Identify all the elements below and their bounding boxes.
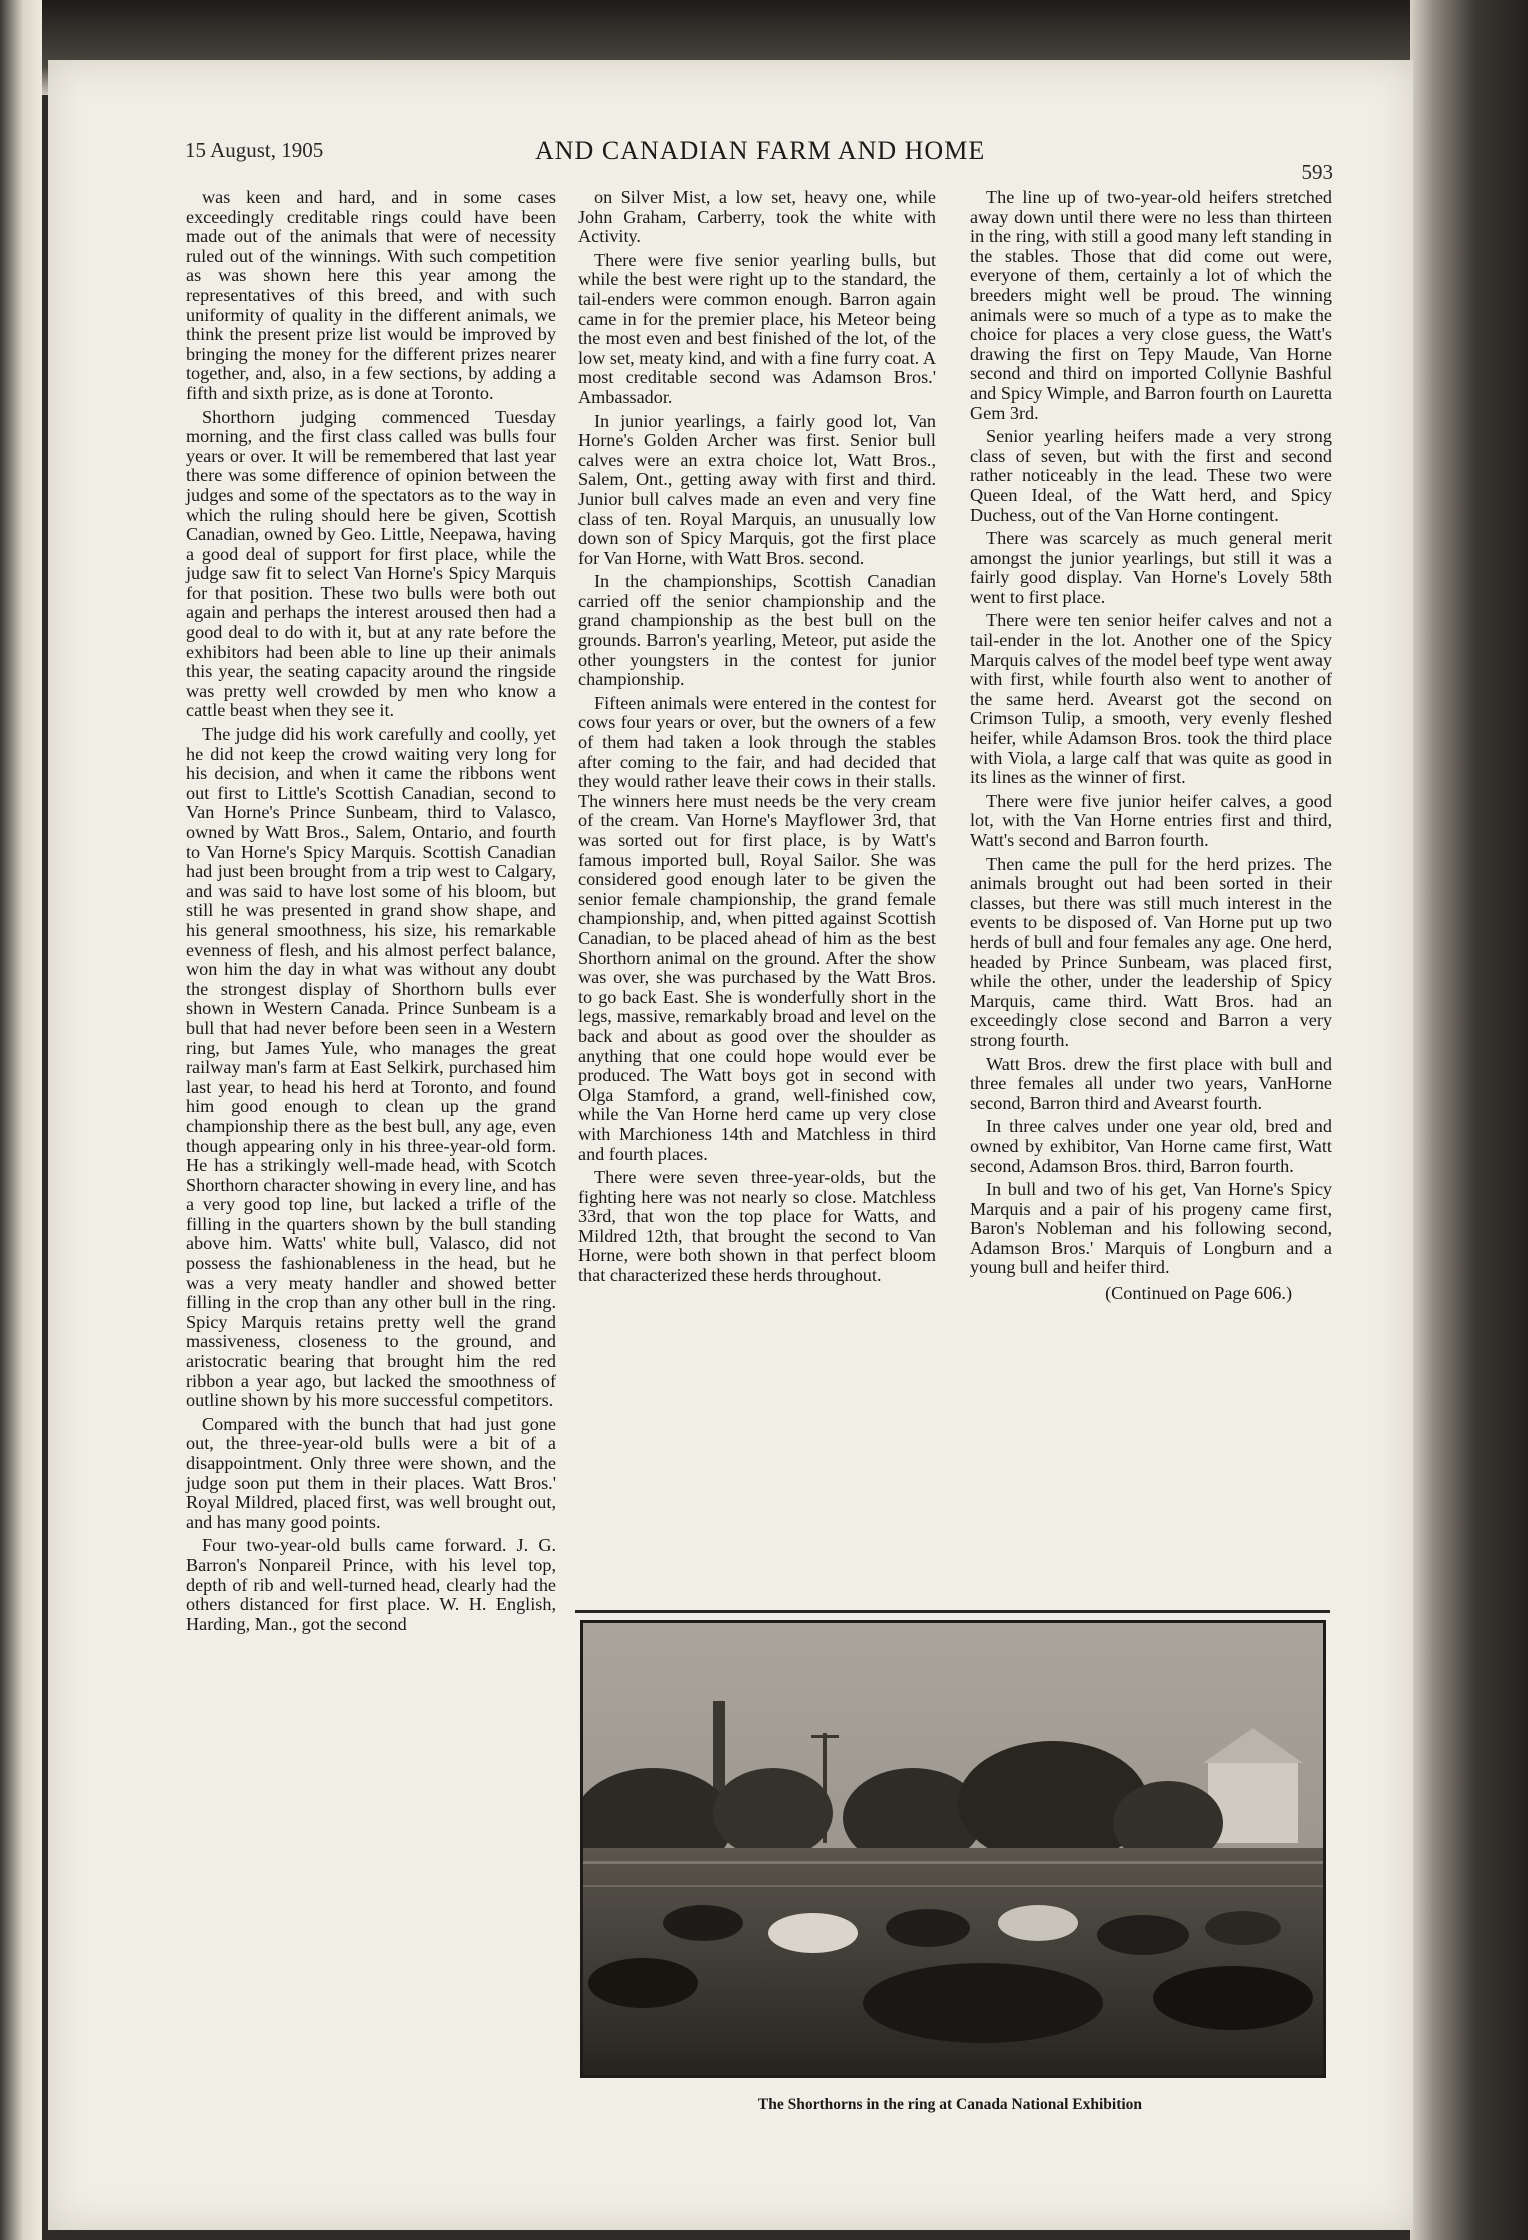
book-spine	[1410, 0, 1528, 2240]
paragraph: Senior yearling heifers made a very strong class of seven, but with the first and second rather noticeably in the lead. These two were Queen Ideal, of the Watt herd, and Spicy Duchess, out of the Van Horne contingent.	[970, 426, 1332, 525]
page-number: 593	[1301, 160, 1333, 184]
paragraph: In the championships, Scottish Canadian carried off the senior championship and the grand championship as the best bull on the grounds. Barron's yearling, Meteor, put aside the other youngsters in the contest for junior championship.	[578, 571, 936, 690]
paragraph: There were ten senior heifer calves and not a tail-ender in the lot. Another one of the Spicy Marquis calves of the model beef type went away with first, while fourth also went to another of the same herd. Avearst got the second on Crimson Tulip, a smooth, very evenly fleshed heifer, while Adamson Bros. took the third place with Viola, a large calf that was quite as good in its lines as the winner of first.	[970, 610, 1332, 788]
article-column-1	[186, 188, 556, 2098]
paragraph: There was scarcely as much general merit amongst the junior yearlings, but still it was a fairly good display. Van Horne's Lovely 58th went to first place.	[970, 528, 1332, 607]
paragraph: There were five senior yearling bulls, but while the best were right up to the standard, the tail-enders were common enough. Barron again came in for the premier place, his Meteor being the most even and best finished of the lot, of the low set, meaty kind, and with a fine furry coat. A most creditable second was Adamson Bros.' Ambassador.	[578, 249, 936, 407]
photo-caption: The Shorthorns in the ring at Canada National Exhibition	[757, 2096, 1143, 2113]
article-column-2	[578, 188, 936, 1438]
paragraph: Four two-year-old bulls came forward. J. G. Barron's Nonpareil Prince, with his level top, depth of rib and well-turned head, clearly had the others distanced for first place. W. H. English, Harding, Man., got the second	[186, 1535, 556, 1634]
continued-note: (Continued on Page 606.)	[1105, 1283, 1292, 1304]
paragraph: There were five junior heifer calves, a good lot, with the Van Horne entries first and third, Watt's second and Barron fourth.	[970, 790, 1332, 850]
page-header	[185, 136, 1355, 184]
article-column-3	[970, 188, 1332, 1588]
paragraph: In three calves under one year old, bred and owned by exhibitor, Van Horne came first, Watt second, Adamson Bros. third, Barron fourth.	[970, 1116, 1332, 1176]
paragraph: There were seven three-year-olds, but the fighting here was not nearly so close. Matchless 33rd, that won the top place for Watts, and Mildred 12th, that brought the second to Van Horne, were both shown in that perfect bloom that characterized these herds throughout.	[578, 1167, 936, 1286]
paragraph: Compared with the bunch that had just gone out, the three-year-old bulls were a bit of a disappointment. Only three were shown, and the judge soon put them in their places. Watt Bros.' Royal Mildred, placed first, was well brought out, and has many good points.	[186, 1413, 556, 1532]
paragraph: The judge did his work carefully and coolly, yet he did not keep the crowd waiting very long for his decision, and when it came the ribbons went out first to Little's Scottish Canadian, second to Van Horne's Prince Sunbeam, third to Valasco, owned by Watt Bros., Salem, Ontario, and fourth to Van Horne's Spicy Marquis. Scottish Canadian had just been brought from a trip west to Calgary, and was said to have lost some of his bloom, but still he was presented in grand show shape, and his general smoothness, his size, his remarkable evenness of flesh, and his almost perfect balance, won him the day in what was without any doubt the strongest display of Shorthorn bulls ever shown in Western Canada. Prince Sunbeam is a bull that had never before been seen in a Western ring, but James Yule, who manages the great railway man's farm at East Selkirk, purchased him last year, to head his herd at Toronto, and found him good enough to clean up the grand championship there as the best bull, any age, even though appearing only in his three-year-old form. He has a strikingly well-made head, with Scotch Shorthorn character showing in every line, and has a very good top line, but lacked a trifle of the filling in the quarters shown by the bull standing above him. Watts' white bull, Valasco, did not possess the fashionableness in the head, but he was a very meaty handler and showed better filling in the crop than any other bull in the ring. Spicy Marquis retains pretty well the grand massiveness, closeness to the ground, and aristocratic bearing that brought him the red ribbon a year ago, but lacked the smoothness of outline shown by his more successful competitors.	[186, 724, 556, 1411]
photo-illustration	[583, 1623, 1323, 2075]
paragraph: Watt Bros. drew the first place with bull and three females all under two years, VanHorne second, Barron third and Avearst fourth.	[970, 1053, 1332, 1113]
issue-date: 15 August, 1905	[185, 138, 324, 162]
running-title: AND CANADIAN FARM AND HOME	[535, 136, 986, 165]
paragraph: The line up of two-year-old heifers stretched away down until there were no less than thirteen in the ring, with still a good many left standing in the stables. Those that did come out were, everyone of them, certainly a lot of which the breeders might well be proud. The winning animals were so much of a type as to make the choice for places a very close guess, the Watt's drawing the first on Tepy Maude, Van Horne second and third on imported Collynie Bashful and Spicy Wimple, and Barron fourth on Lauretta Gem 3rd.	[970, 187, 1332, 423]
photo-divider-rule	[575, 1610, 1330, 1613]
paragraph: Shorthorn judging commenced Tuesday morning, and the first class called was bulls four years or over. It will be remembered that last year there was some difference of opinion between the judges and some of the spectators as to the way in which the ruling should here be given, Scottish Canadian, owned by Geo. Little, Neepawa, having a good deal of support for first place, while the judge saw fit to select Van Horne's Spicy Marquis for that position. These two bulls were both out again and perhaps the interest aroused then had a good deal to do with it, but at any rate before the exhibitors had been able to line up their animals this year, the seating capacity around the ringside was pretty well crowded by men who know a cattle beast when they see it.	[186, 406, 556, 721]
paragraph: In bull and two of his get, Van Horne's Spicy Marquis and a pair of his progeny came first, Baron's Nobleman and his following second, Adamson Bros.' Marquis of Longburn and a young bull and heifer third.	[970, 1179, 1332, 1278]
paragraph: In junior yearlings, a fairly good lot, Van Horne's Golden Archer was first. Senior bull calves were an extra choice lot, Watt Bros., Salem, Ont., getting away with first and third. Junior bull calves made an even and very fine class of ten. Royal Marquis, an unusually low down son of Spicy Marquis, got the first place for Van Horne, with Watt Bros. second.	[578, 410, 936, 568]
paragraph: on Silver Mist, a low set, heavy one, while John Graham, Carberry, took the white with Activity.	[578, 187, 936, 247]
paragraph: was keen and hard, and in some cases exceedingly creditable rings could have been made out of the animals that were of necessity ruled out of the winnings. With such competition as was shown here this year among the representatives of this breed, and with such uniformity of quality in the different animals, we think the present prize list would be improved by bringing the money for the different prizes nearer together, and, also, in a few sections, by adding a fifth and sixth prize, as is done at Toronto.	[186, 187, 556, 403]
paragraph: Fifteen animals were entered in the contest for cows four years or over, but the owners of a few of them had taken a look through the stables after coming to the fair, and had decided that they would rather leave their cows in their stalls. The winners here must needs be the very cream of the cream. Van Horne's Mayflower 3rd, that was sorted out for first place, is by Watt's famous imported bull, Royal Sailor. She was considered good enough later to be given the senior female championship, the grand female championship, and, when pitted against Scottish Canadian, to be placed ahead of him as the best Shorthorn animal on the ground. After the show was over, she was purchased by the Watt Bros. to go back East. She is wonderfully short in the legs, massive, remarkably broad and level on the back and about as good over the shoulder as anything that one could hope would ever be produced. The Watt boys got in second with Olga Stamford, a grand, well-finished cow, while the Van Horne herd came up very close with Marchioness 14th and Matchless in third and fourth places.	[578, 692, 936, 1164]
paragraph: Then came the pull for the herd prizes. The animals brought out had been sorted in their classes, but there was still much interest in the events to be disposed of. Van Horne put up two herds of bull and four females any age. One herd, headed by Prince Sunbeam, was placed first, while the other, under the leadership of Spicy Marquis, came third. Watt Bros. had an exceedingly close second and Barron a very strong fourth.	[970, 853, 1332, 1050]
exhibition-photo	[580, 1620, 1326, 2078]
scan-left-edge	[0, 0, 42, 2240]
